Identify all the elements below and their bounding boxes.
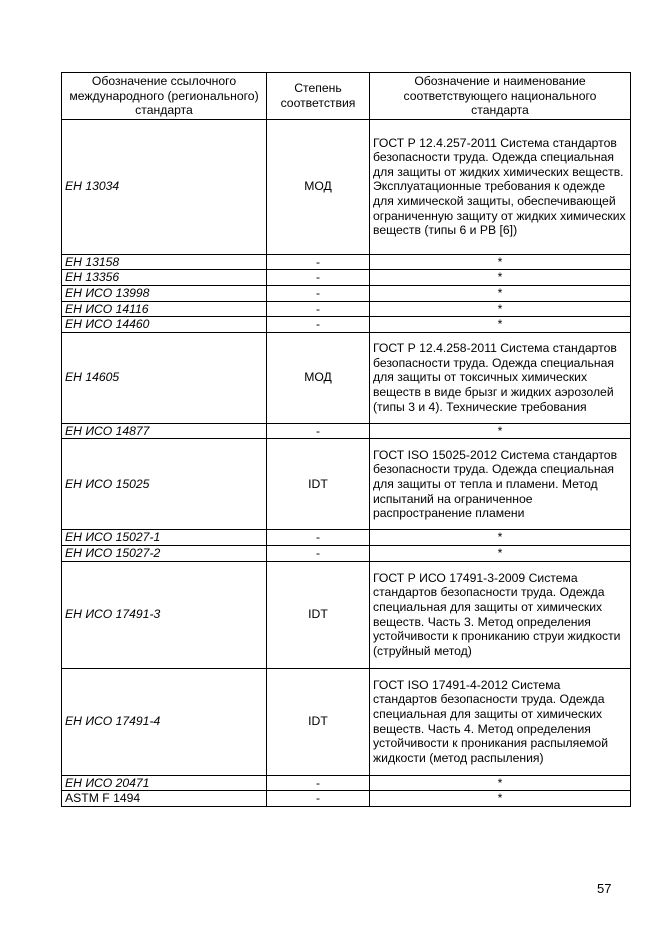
reference-code: ЕН ИСО 15027-2 (62, 545, 267, 561)
reference-code: ЕН ИСО 14116 (62, 301, 267, 317)
degree-value: - (267, 775, 370, 791)
reference-code: ЕН 14605 (62, 332, 267, 423)
reference-code: ЕН ИСО 20471 (62, 775, 267, 791)
table-row (62, 530, 631, 546)
degree-value: - (267, 791, 370, 807)
table-row (62, 301, 631, 317)
national-standard: ГОСТ ISO 17491-4-2012 Система стандартов безопасности труда. Одежда специальная для защиты от химических веществ. Часть 4. Метод определения устойчивости к проникания распыляемой жидкости (метод распыления) (370, 668, 631, 775)
table-row (62, 332, 631, 423)
degree-value: - (267, 530, 370, 546)
table-row (62, 668, 631, 775)
national-standard: * (370, 285, 631, 301)
degree-value: МОД (267, 332, 370, 423)
reference-code: ЕН ИСО 17491-3 (62, 561, 267, 668)
degree-value: МОД (267, 119, 370, 254)
table-row (62, 270, 631, 286)
reference-code: ЕН 13158 (62, 254, 267, 270)
national-standard: ГОСТ Р 12.4.257-2011 Система стандартов безопасности труда. Одежда специальная для защиты от жидких химических веществ. Эксплуатационные требования к одежде для химической защиты, обеспечивающей ограниченную защиту от жидких химических веществ (типы 6 и РВ [6]) (370, 119, 631, 254)
national-standard: * (370, 254, 631, 270)
reference-code: ЕН ИСО 14460 (62, 317, 267, 333)
table-row (62, 775, 631, 791)
national-standard: ГОСТ Р ИСО 17491-3-2009 Система стандартов безопасности труда. Одежда специальная для защиты от химических веществ. Часть 3. Метод определения устойчивости к прониканию струи жидкости (струйный метод) (370, 561, 631, 668)
reference-code: ЕН ИСО 14877 (62, 423, 267, 439)
table-row (62, 439, 631, 530)
table-row (62, 317, 631, 333)
page-number: 57 (597, 881, 612, 896)
national-standard: * (370, 530, 631, 546)
national-standard: * (370, 317, 631, 333)
header-reference-standard: Обозначение ссылочного международного (регионального) стандарта (62, 73, 267, 120)
degree-value: IDT (267, 439, 370, 530)
national-standard: * (370, 423, 631, 439)
table-row (62, 285, 631, 301)
table-header-row (62, 73, 631, 120)
national-standard: * (370, 270, 631, 286)
reference-code: ЕН ИСО 15027-1 (62, 530, 267, 546)
degree-value: - (267, 317, 370, 333)
reference-code: ЕН 13034 (62, 119, 267, 254)
table-row (62, 254, 631, 270)
table-row (62, 119, 631, 254)
degree-value: - (267, 545, 370, 561)
reference-code: ЕН ИСО 15025 (62, 439, 267, 530)
header-national-standard: Обозначение и наименование соответствующего национального стандарта (370, 73, 631, 120)
degree-value: - (267, 301, 370, 317)
standards-table (61, 72, 631, 807)
header-degree: Степень соответствия (267, 73, 370, 120)
degree-value: IDT (267, 668, 370, 775)
degree-value: - (267, 285, 370, 301)
table-row (62, 545, 631, 561)
degree-value: - (267, 254, 370, 270)
reference-code: ЕН ИСО 17491-4 (62, 668, 267, 775)
table-row (62, 561, 631, 668)
table-row (62, 791, 631, 807)
reference-code: ЕН ИСО 13998 (62, 285, 267, 301)
degree-value: IDT (267, 561, 370, 668)
degree-value: - (267, 270, 370, 286)
national-standard: * (370, 545, 631, 561)
degree-value: - (267, 423, 370, 439)
national-standard: * (370, 775, 631, 791)
national-standard: * (370, 791, 631, 807)
reference-code: ЕН 13356 (62, 270, 267, 286)
national-standard: ГОСТ Р 12.4.258-2011 Система стандартов безопасности труда. Одежда специальная для защиты от токсичных химических веществ в виде брызг и жидких аэрозолей (типы 3 и 4). Технические требования (370, 332, 631, 423)
national-standard: ГОСТ ISO 15025-2012 Система стандартов безопасности труда. Одежда специальная для защиты от тепла и пламени. Метод испытаний на ограниченное распространение пламени (370, 439, 631, 530)
national-standard: * (370, 301, 631, 317)
reference-code: ASTM F 1494 (62, 791, 267, 807)
table-row (62, 423, 631, 439)
